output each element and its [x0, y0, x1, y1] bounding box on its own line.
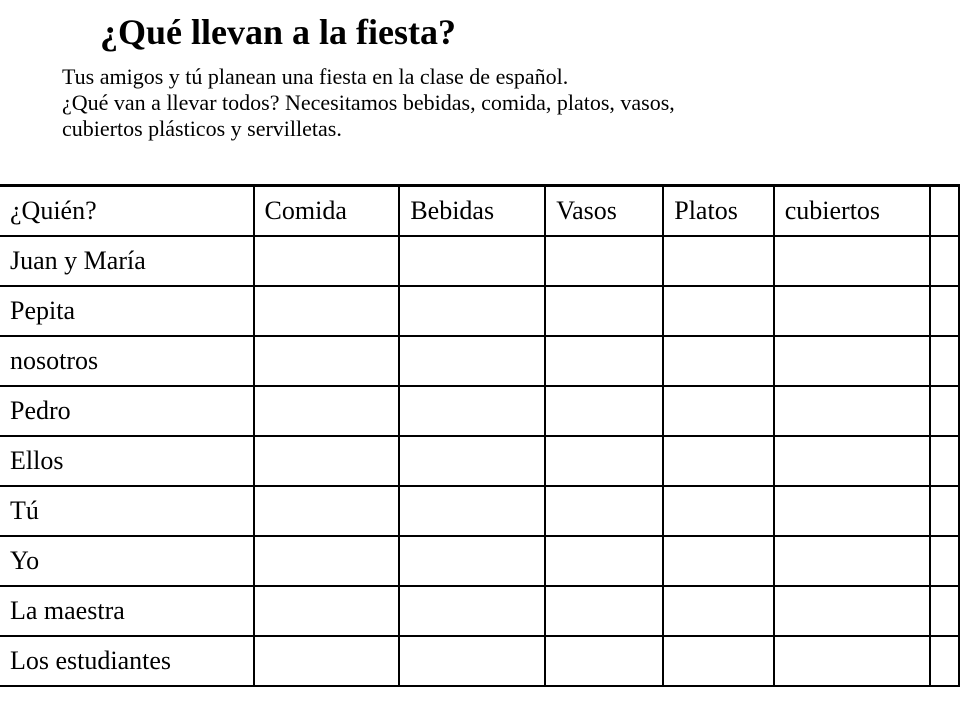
answer-cell-platos [663, 536, 774, 586]
header-quien: ¿Quién? [0, 186, 254, 236]
answer-cell-cubiertos [774, 236, 930, 286]
answer-cell-vasos [545, 486, 663, 536]
row-label: Juan y María [0, 236, 254, 286]
table-row [0, 536, 959, 586]
answer-cell-cubiertos [774, 386, 930, 436]
answer-cell-platos [663, 336, 774, 386]
answer-cell-extra [930, 586, 959, 636]
row-label: Ellos [0, 436, 254, 486]
answer-cell-cubiertos [774, 336, 930, 386]
answer-cell-extra [930, 486, 959, 536]
answer-cell-comida [254, 436, 400, 486]
header-platos: Platos [663, 186, 774, 236]
instructions-line-1: Tus amigos y tú planean una fiesta en la clase de español. [62, 64, 569, 89]
header-bebidas: Bebidas [399, 186, 545, 236]
table-row [0, 236, 959, 286]
answer-cell-cubiertos [774, 636, 930, 686]
answer-cell-extra [930, 386, 959, 436]
answer-cell-platos [663, 386, 774, 436]
answer-cell-extra [930, 636, 959, 686]
row-label: Pedro [0, 386, 254, 436]
answer-cell-comida [254, 236, 400, 286]
header-extra [930, 186, 959, 236]
answer-cell-platos [663, 236, 774, 286]
header-comida: Comida [254, 186, 400, 236]
answer-cell-platos [663, 636, 774, 686]
answer-cell-comida [254, 586, 400, 636]
answer-cell-comida [254, 286, 400, 336]
answer-cell-comida [254, 536, 400, 586]
answer-cell-vasos [545, 536, 663, 586]
answer-cell-cubiertos [774, 586, 930, 636]
table-row [0, 636, 959, 686]
answer-cell-platos [663, 286, 774, 336]
row-label: Los estudiantes [0, 636, 254, 686]
row-label: La maestra [0, 586, 254, 636]
row-label: nosotros [0, 336, 254, 386]
answer-cell-extra [930, 436, 959, 486]
page-title: ¿Qué llevan a la fiesta? [100, 12, 456, 52]
answer-cell-vasos [545, 636, 663, 686]
answer-cell-cubiertos [774, 536, 930, 586]
table-row [0, 386, 959, 436]
row-label: Yo [0, 536, 254, 586]
answer-cell-vasos [545, 236, 663, 286]
table-header-row [0, 186, 959, 236]
answer-cell-bebidas [399, 636, 545, 686]
header-cubiertos: cubiertos [774, 186, 930, 236]
instructions-line-3: cubiertos plásticos y servilletas. [62, 116, 342, 141]
table-row [0, 336, 959, 386]
answer-cell-comida [254, 486, 400, 536]
answer-cell-extra [930, 236, 959, 286]
row-label: Pepita [0, 286, 254, 336]
answer-cell-bebidas [399, 486, 545, 536]
answer-cell-platos [663, 586, 774, 636]
table-row [0, 436, 959, 486]
answer-cell-bebidas [399, 436, 545, 486]
answer-cell-bebidas [399, 236, 545, 286]
answer-cell-bebidas [399, 336, 545, 386]
header-vasos: Vasos [545, 186, 663, 236]
answer-cell-extra [930, 536, 959, 586]
answer-cell-vasos [545, 436, 663, 486]
answer-cell-bebidas [399, 586, 545, 636]
answer-cell-vasos [545, 286, 663, 336]
answer-cell-cubiertos [774, 486, 930, 536]
answer-cell-extra [930, 336, 959, 386]
instructions [62, 64, 952, 142]
answer-cell-bebidas [399, 536, 545, 586]
answer-cell-platos [663, 436, 774, 486]
table-row [0, 586, 959, 636]
answer-cell-extra [930, 286, 959, 336]
answer-cell-comida [254, 636, 400, 686]
table-row [0, 286, 959, 336]
answer-cell-cubiertos [774, 286, 930, 336]
answer-cell-comida [254, 336, 400, 386]
party-planning-table [0, 184, 960, 687]
row-label: Tú [0, 486, 254, 536]
answer-cell-comida [254, 386, 400, 436]
answer-cell-cubiertos [774, 436, 930, 486]
answer-cell-vasos [545, 386, 663, 436]
answer-cell-bebidas [399, 286, 545, 336]
answer-cell-vasos [545, 586, 663, 636]
table-row [0, 486, 959, 536]
answer-cell-platos [663, 486, 774, 536]
instructions-line-2: ¿Qué van a llevar todos? Necesitamos bebidas, comida, platos, vasos, [62, 90, 675, 115]
answer-cell-bebidas [399, 386, 545, 436]
answer-cell-vasos [545, 336, 663, 386]
